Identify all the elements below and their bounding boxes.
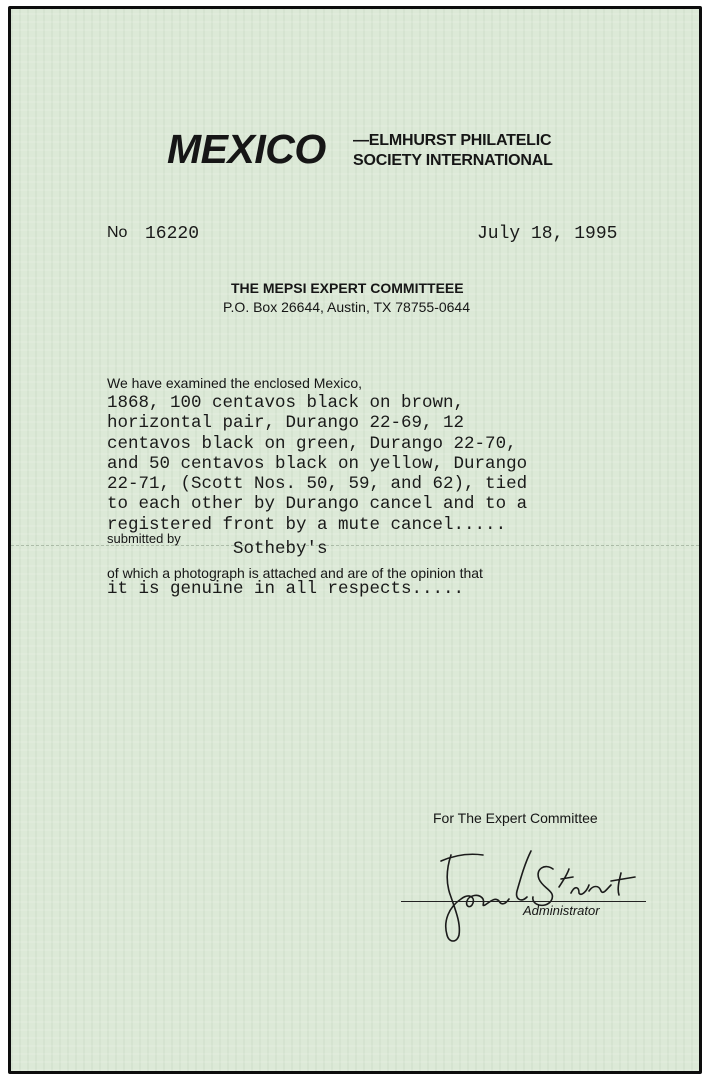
opinion-intro: of which a photograph is attached and are of the opinion that [107,565,483,581]
description-line: to each other by Durango cancel and to a [107,494,528,515]
for-committee-label: For The Expert Committee [433,810,598,826]
submitted-by-label: submitted by [107,531,181,546]
committee-address: P.O. Box 26644, Austin, TX 78755-0644 [223,299,470,315]
committee-name: THE MEPSI EXPERT COMMITTEEE [231,280,464,296]
description-line: centavos black on green, Durango 22-70, [107,433,517,454]
certificate-sheet [8,6,702,1074]
country-heading: MEXICO [167,126,326,172]
society-name-line-1: —ELMHURST PHILATELIC [353,132,552,149]
item-description [107,393,527,535]
description-line: 22-71, (Scott Nos. 50, 59, and 62), tied [107,474,528,495]
certificate-number-label: No [107,224,128,241]
society-name-line-2: SOCIETY INTERNATIONAL [353,152,553,169]
certificate-date: July 18, 1995 [477,224,618,244]
certificate-number: 16220 [145,224,200,244]
administrator-title: Administrator [523,903,600,918]
submitter-name: Sotheby's [233,539,328,559]
handwritten-signature [421,847,651,947]
description-line: and 50 centavos black on yellow, Durango [107,453,528,474]
signature-line [401,901,646,902]
paper-fold [11,545,699,547]
society-name [353,131,553,171]
opinion-conclusion: it is genuine in all respects..... [107,579,465,599]
description-line: registered front by a mute cancel..... [107,514,507,535]
examination-intro: We have examined the enclosed Mexico, [107,375,362,391]
description-line: 1868, 100 centavos black on brown, [107,393,465,413]
description-line: horizontal pair, Durango 22-69, 12 [107,413,465,434]
